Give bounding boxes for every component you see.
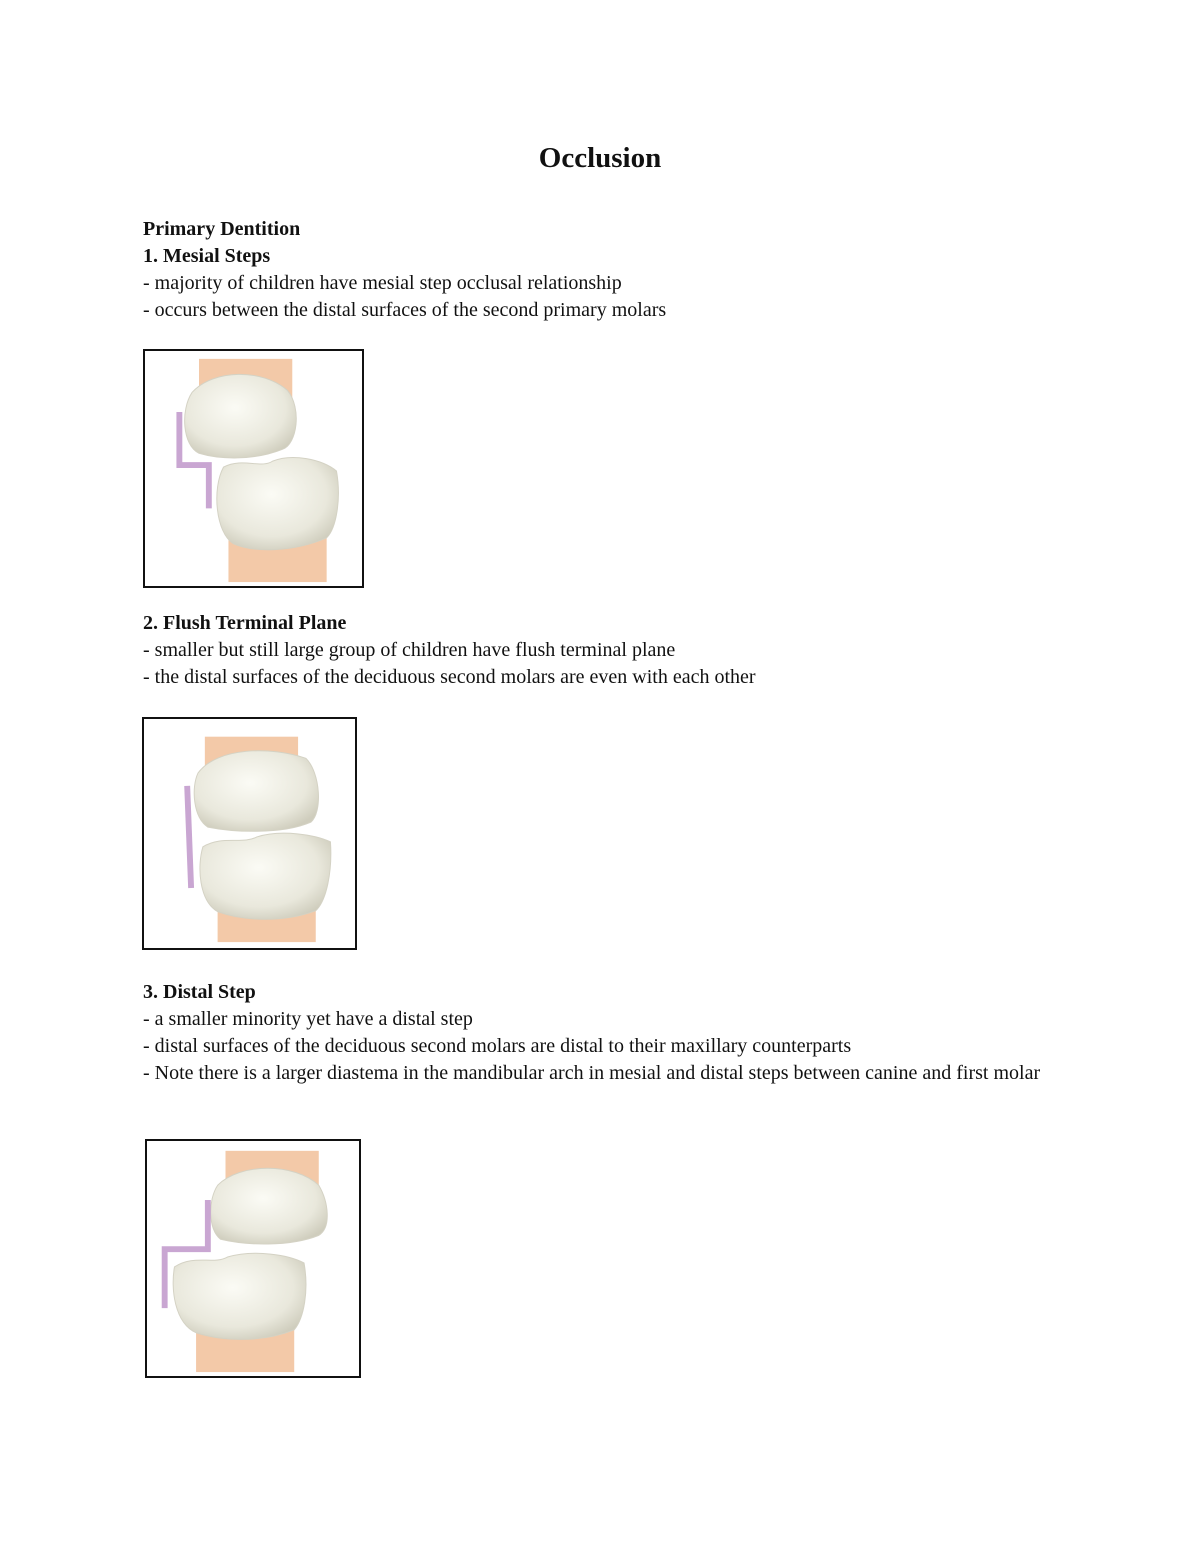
flush-terminal-plane-figure bbox=[142, 717, 357, 950]
item-line: - distal surfaces of the deciduous second molars are distal to their maxillary counterparts bbox=[143, 1035, 852, 1057]
item-line: - a smaller minority yet have a distal step bbox=[143, 1008, 473, 1030]
item-heading-mesial-steps: 1. Mesial Steps bbox=[143, 245, 271, 267]
section-heading: Primary Dentition bbox=[143, 218, 301, 240]
page-title: Occlusion bbox=[538, 142, 662, 174]
item-line: - the distal surfaces of the deciduous second molars are even with each other bbox=[143, 666, 756, 688]
item-line: - Note there is a larger diastema in the mandibular arch in mesial and distal steps between canine and first molar bbox=[143, 1062, 1041, 1084]
item-line: - occurs between the distal surfaces of the second primary molars bbox=[143, 299, 667, 321]
item-heading-distal-step: 3. Distal Step bbox=[143, 981, 256, 1003]
mesial-step-figure bbox=[143, 349, 364, 588]
distal-step-figure bbox=[145, 1139, 361, 1378]
item-line: - smaller but still large group of children have flush terminal plane bbox=[143, 639, 676, 661]
item-line: - majority of children have mesial step occlusal relationship bbox=[143, 272, 622, 294]
item-heading-flush-terminal-plane: 2. Flush Terminal Plane bbox=[143, 612, 347, 634]
